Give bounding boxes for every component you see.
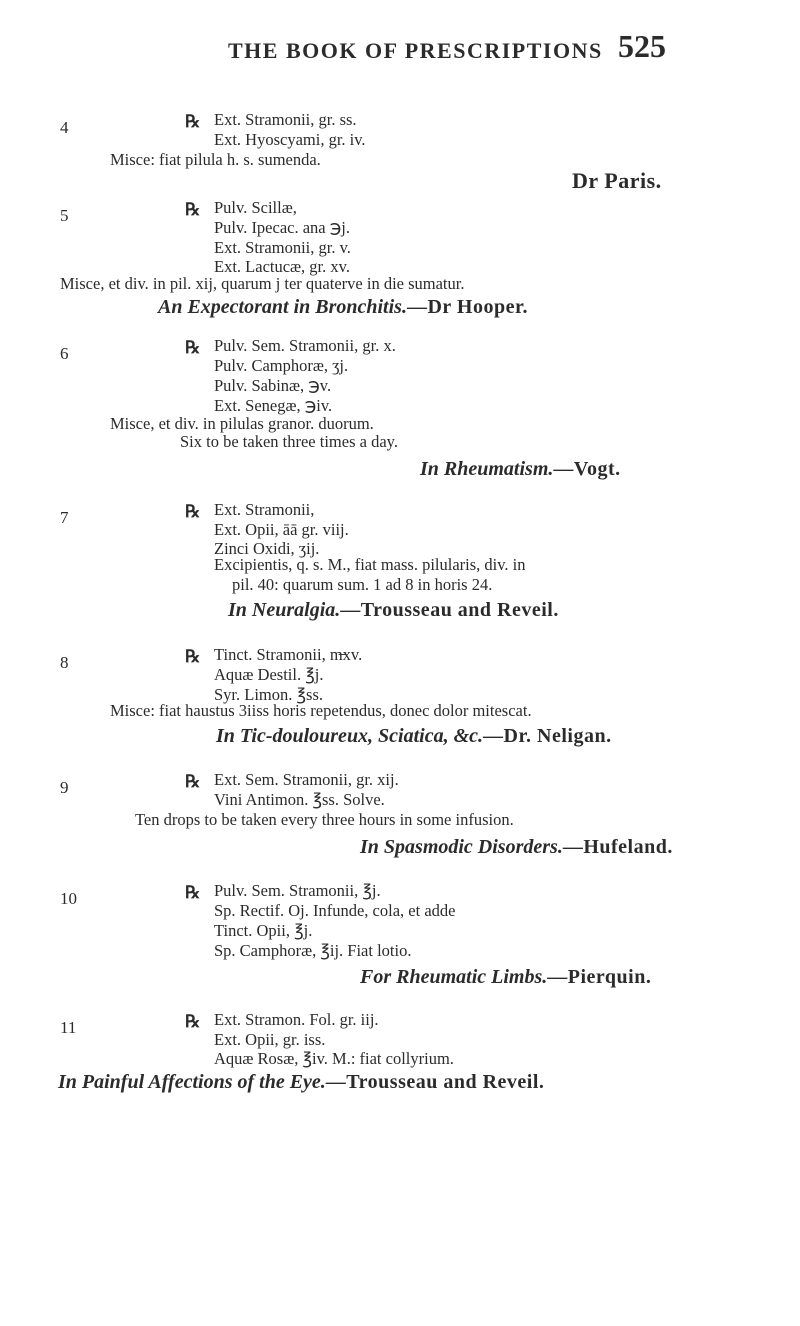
prescription-number: 9 bbox=[60, 778, 69, 797]
ingredient-line: Aquæ Destil. ℥j. bbox=[214, 665, 324, 684]
ingredient-line: Sp. Camphoræ, ℥ij. Fiat lotio. bbox=[214, 941, 412, 960]
prescription-number: 10 bbox=[60, 889, 77, 908]
direction-line: Misce: fiat haustus 3iiss horis repetendus, donec dolor mitescat. bbox=[110, 701, 532, 720]
rx-symbol: ℞ bbox=[185, 200, 201, 219]
ingredient-line: Syr. Limon. ℥ss. bbox=[214, 685, 324, 704]
rx-symbol: ℞ bbox=[185, 647, 201, 666]
prescription-use: In Tic-douloureux, Sciatica, &c.—Dr. Neligan. bbox=[216, 725, 612, 747]
ingredient-line: Ext. Hyoscyami, gr. iv. bbox=[214, 130, 366, 149]
rx-symbol: ℞ bbox=[185, 338, 201, 357]
ingredient-line: Pulv. Scillæ, bbox=[214, 198, 297, 217]
ingredient-line: Pulv. Sem. Stramonii, ℥j. bbox=[214, 881, 381, 900]
ingredient-line: Ext. Opii, āā gr. viij. bbox=[214, 520, 349, 539]
ingredient-line: Pulv. Sabinæ, ℈v. bbox=[214, 376, 332, 395]
ingredient-line: Pulv. Ipecac. ana ℈j. bbox=[214, 218, 350, 237]
direction-line: Misce, et div. in pilulas granor. duorum. bbox=[110, 414, 374, 433]
prescription-use: In Rheumatism.—Vogt. bbox=[420, 458, 621, 480]
prescription-number: 6 bbox=[60, 344, 69, 363]
rx-symbol: ℞ bbox=[185, 883, 201, 902]
ingredient-line: Aquæ Rosæ, ℥iv. M.: fiat collyrium. bbox=[214, 1049, 454, 1068]
ingredient-line: Ext. Sem. Stramonii, gr. xij. bbox=[214, 770, 399, 789]
prescription-number: 4 bbox=[60, 118, 69, 137]
prescription-use: For Rheumatic Limbs.—Pierquin. bbox=[360, 966, 652, 988]
ingredient-line: Ext. Stramonii, gr. v. bbox=[214, 238, 351, 257]
ingredient-line: Vini Antimon. ℥ss. Solve. bbox=[214, 790, 385, 809]
prescription-number: 8 bbox=[60, 653, 69, 672]
ingredient-line: Ext. Stramonii, bbox=[214, 500, 315, 519]
prescription-number: 5 bbox=[60, 206, 69, 225]
prescription-number: 7 bbox=[60, 508, 69, 527]
ingredient-line: Ext. Senegæ, ℈iv. bbox=[214, 396, 333, 415]
prescription-use: In Painful Affections of the Eye.—Trousseau and Reveil. bbox=[58, 1071, 545, 1093]
prescription-author: Dr Paris. bbox=[572, 168, 662, 193]
ingredient-line: Ext. Stramon. Fol. gr. iij. bbox=[214, 1010, 379, 1029]
ingredient-line: Tinct. Stramonii, m̶xv. bbox=[214, 645, 363, 664]
direction-line: Misce, et div. in pil. xij, quarum j ter quaterve in die sumatur. bbox=[60, 274, 465, 293]
ingredient-line: Ext. Opii, gr. iss. bbox=[214, 1030, 326, 1049]
prescription-use: In Neuralgia.—Trousseau and Reveil. bbox=[228, 599, 559, 621]
ingredient-line: Ext. Stramonii, gr. ss. bbox=[214, 110, 357, 129]
running-title: THE BOOK OF PRESCRIPTIONS bbox=[228, 38, 603, 63]
page-number: 525 bbox=[618, 28, 666, 64]
prescription-number: 11 bbox=[60, 1018, 77, 1037]
direction-line: Six to be taken three times a day. bbox=[180, 432, 398, 451]
ingredient-line: Excipientis, q. s. M., fiat mass. pilularis, div. in bbox=[214, 555, 526, 574]
ingredient-line: Pulv. Camphoræ, ʒj. bbox=[214, 356, 349, 375]
rx-symbol: ℞ bbox=[185, 502, 201, 521]
direction-line: Misce: fiat pilula h. s. sumenda. bbox=[110, 150, 321, 169]
prescription-use: An Expectorant in Bronchitis.—Dr Hooper. bbox=[158, 296, 529, 318]
ingredient-line: Ext. Lactucæ, gr. xv. bbox=[214, 257, 350, 276]
rx-symbol: ℞ bbox=[185, 112, 201, 131]
ingredient-line: pil. 40: quarum sum. 1 ad 8 in horis 24. bbox=[232, 575, 493, 594]
ingredient-line: Zinci Oxidi, ʒij. bbox=[214, 539, 320, 558]
ingredient-line: Tinct. Opii, ℥j. bbox=[214, 921, 313, 940]
rx-symbol: ℞ bbox=[185, 772, 201, 791]
direction-line: Ten drops to be taken every three hours in some infusion. bbox=[135, 810, 514, 829]
ingredient-line: Pulv. Sem. Stramonii, gr. x. bbox=[214, 336, 396, 355]
prescription-use: In Spasmodic Disorders.—Hufeland. bbox=[360, 836, 673, 858]
ingredient-line: Sp. Rectif. Oj. Infunde, cola, et adde bbox=[214, 901, 456, 920]
rx-symbol: ℞ bbox=[185, 1012, 201, 1031]
